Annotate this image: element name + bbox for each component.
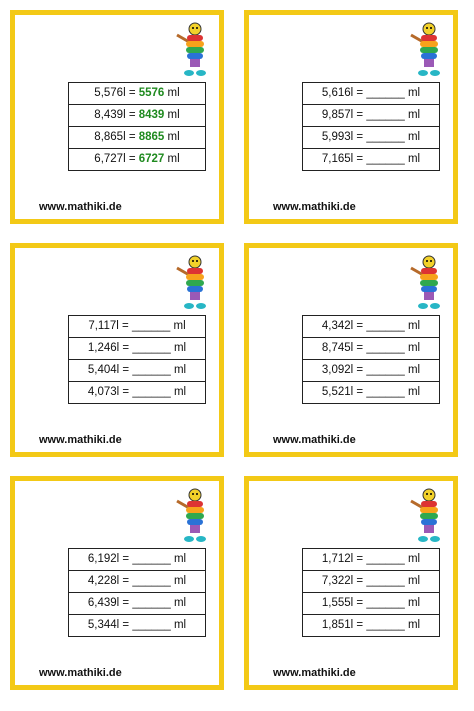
- unit-label: ml: [407, 597, 421, 609]
- liters-value: 6,192l =: [87, 553, 130, 565]
- website-label: www.mathiki.de: [273, 667, 356, 679]
- table-row: [69, 549, 205, 571]
- answer-blank: ______: [366, 597, 405, 609]
- conversion-table: [302, 315, 440, 404]
- pencil-mascot-icon: [169, 19, 213, 83]
- liters-value: 4,342l =: [321, 320, 364, 332]
- unit-label: ml: [407, 153, 421, 165]
- answer-value: 8865: [138, 131, 165, 143]
- conversion-table: [68, 548, 206, 637]
- table-row: [303, 571, 439, 593]
- worksheet-card-3: [10, 243, 224, 457]
- website-label: www.mathiki.de: [273, 201, 356, 213]
- unit-label: ml: [407, 342, 421, 354]
- liters-value: 8,865l =: [94, 131, 136, 143]
- answer-blank: ______: [132, 364, 171, 376]
- table-row: [303, 127, 439, 149]
- answer-blank: ______: [366, 575, 405, 587]
- table-row: [303, 149, 439, 170]
- unit-label: ml: [407, 386, 421, 398]
- answer-blank: ______: [366, 386, 405, 398]
- liters-value: 6,727l =: [94, 153, 136, 165]
- table-row: [303, 360, 439, 382]
- website-label: www.mathiki.de: [273, 434, 356, 446]
- liters-value: 8,745l =: [321, 342, 364, 354]
- table-row: [69, 83, 205, 105]
- liters-value: 5,993l =: [321, 131, 364, 143]
- unit-label: ml: [173, 597, 187, 609]
- answer-blank: ______: [366, 553, 405, 565]
- answer-blank: ______: [132, 553, 171, 565]
- liters-value: 5,404l =: [87, 364, 130, 376]
- table-row: [303, 338, 439, 360]
- table-row: [69, 316, 205, 338]
- liters-value: 4,228l =: [87, 575, 130, 587]
- liters-value: 1,555l =: [321, 597, 364, 609]
- table-row: [69, 571, 205, 593]
- unit-label: ml: [407, 320, 421, 332]
- unit-label: ml: [173, 386, 187, 398]
- conversion-table: [68, 315, 206, 404]
- worksheet-card-2: [244, 10, 458, 224]
- answer-blank: ______: [366, 364, 405, 376]
- table-row: [69, 382, 205, 403]
- pencil-mascot-icon: [403, 485, 447, 549]
- conversion-table: [302, 548, 440, 637]
- liters-value: 7,165l =: [321, 153, 364, 165]
- liters-value: 1,246l =: [87, 342, 130, 354]
- answer-blank: ______: [366, 131, 405, 143]
- liters-value: 1,851l =: [321, 619, 364, 631]
- answer-blank: ______: [366, 87, 405, 99]
- table-row: [69, 105, 205, 127]
- table-row: [69, 127, 205, 149]
- table-row: [69, 360, 205, 382]
- liters-value: 5,616l =: [321, 87, 364, 99]
- liters-value: 9,857l =: [321, 109, 364, 121]
- answer-blank: ______: [366, 153, 405, 165]
- liters-value: 5,576l =: [94, 87, 136, 99]
- pencil-mascot-icon: [403, 19, 447, 83]
- liters-value: 7,322l =: [321, 575, 364, 587]
- answer-value: 5576: [138, 87, 165, 99]
- unit-label: ml: [173, 553, 187, 565]
- answer-blank: ______: [366, 619, 405, 631]
- website-label: www.mathiki.de: [39, 667, 122, 679]
- table-row: [69, 149, 205, 170]
- answer-blank: ______: [132, 342, 171, 354]
- answer-blank: ______: [132, 597, 171, 609]
- table-row: [303, 316, 439, 338]
- pencil-mascot-icon: [403, 252, 447, 316]
- table-row: [303, 105, 439, 127]
- liters-value: 5,344l =: [87, 619, 130, 631]
- table-row: [69, 593, 205, 615]
- answer-blank: ______: [131, 320, 171, 332]
- conversion-table: [68, 82, 206, 171]
- answer-blank: ______: [132, 575, 171, 587]
- table-row: [303, 593, 439, 615]
- answer-blank: ______: [366, 320, 405, 332]
- unit-label: ml: [173, 619, 187, 631]
- pencil-mascot-icon: [169, 252, 213, 316]
- unit-label: ml: [173, 364, 187, 376]
- unit-label: ml: [167, 87, 180, 99]
- table-row: [303, 382, 439, 403]
- table-row: [303, 615, 439, 636]
- answer-blank: ______: [132, 386, 171, 398]
- answer-blank: ______: [366, 342, 405, 354]
- unit-label: ml: [173, 342, 187, 354]
- worksheet-card-4: [244, 243, 458, 457]
- liters-value: 1,712l =: [321, 553, 364, 565]
- answer-value: 8439: [138, 109, 165, 121]
- unit-label: ml: [407, 575, 421, 587]
- website-label: www.mathiki.de: [39, 201, 122, 213]
- unit-label: ml: [167, 109, 180, 121]
- worksheet-card-1: [10, 10, 224, 224]
- unit-label: ml: [407, 619, 421, 631]
- liters-value: 6,439l =: [87, 597, 130, 609]
- liters-value: 7,117l =: [88, 320, 129, 332]
- table-row: [303, 83, 439, 105]
- pencil-mascot-icon: [169, 485, 213, 549]
- unit-label: ml: [407, 87, 421, 99]
- liters-value: 8,439l =: [94, 109, 136, 121]
- unit-label: ml: [173, 320, 186, 332]
- answer-blank: ______: [366, 109, 405, 121]
- conversion-table: [302, 82, 440, 171]
- table-row: [69, 338, 205, 360]
- table-row: [69, 615, 205, 636]
- liters-value: 4,073l =: [87, 386, 130, 398]
- worksheet-card-5: [10, 476, 224, 690]
- answer-value: 6727: [138, 153, 165, 165]
- unit-label: ml: [167, 153, 180, 165]
- unit-label: ml: [407, 364, 421, 376]
- table-row: [303, 549, 439, 571]
- answer-blank: ______: [132, 619, 171, 631]
- unit-label: ml: [407, 131, 421, 143]
- unit-label: ml: [407, 109, 421, 121]
- unit-label: ml: [173, 575, 187, 587]
- liters-value: 3,092l =: [321, 364, 364, 376]
- website-label: www.mathiki.de: [39, 434, 122, 446]
- unit-label: ml: [407, 553, 421, 565]
- worksheet-card-6: [244, 476, 458, 690]
- unit-label: ml: [167, 131, 180, 143]
- liters-value: 5,521l =: [321, 386, 364, 398]
